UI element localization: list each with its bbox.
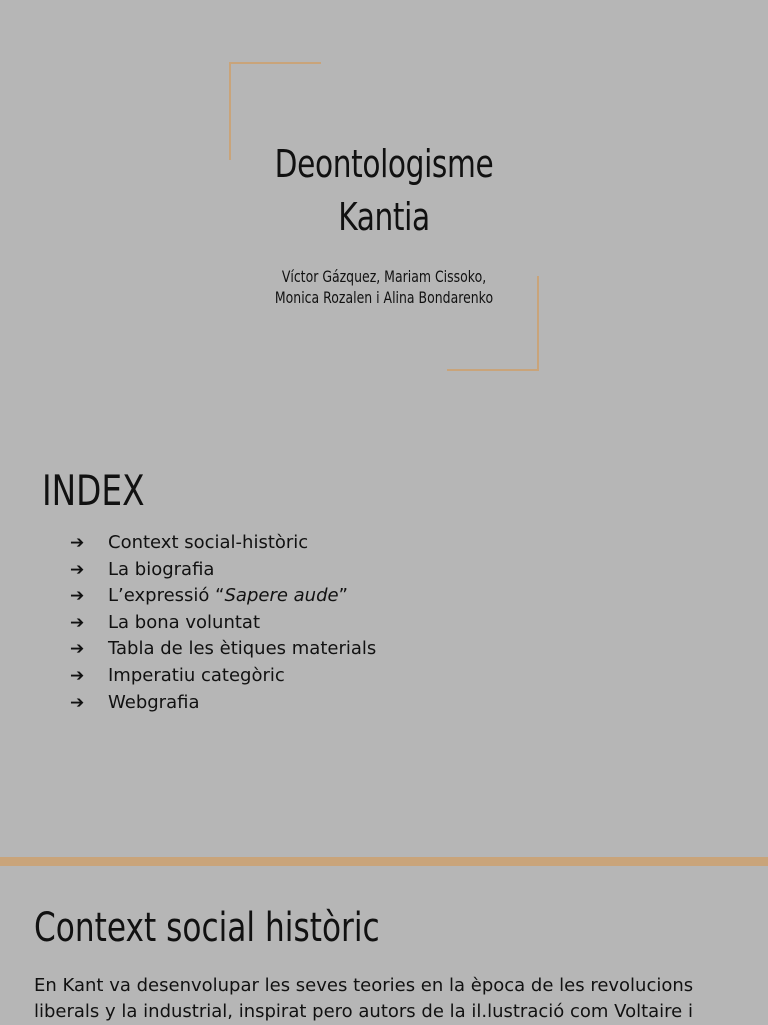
index-item[interactable] (70, 690, 376, 717)
right-arrow-icon: ➔ (70, 586, 85, 607)
index-item-label: Imperatiu categòric (108, 664, 285, 686)
title-line-2: Kantia (338, 195, 430, 239)
index-item[interactable] (70, 530, 376, 557)
context-body (34, 973, 734, 1025)
right-arrow-icon: ➔ (70, 559, 85, 580)
index-item[interactable] (70, 663, 376, 690)
index-list (70, 530, 376, 716)
right-arrow-icon: ➔ (70, 692, 85, 713)
index-item[interactable] (70, 583, 376, 610)
context-heading: Context social històric (34, 905, 380, 951)
title-slide (0, 0, 768, 430)
title-line-1: Deontologisme (274, 142, 494, 186)
index-item-label: Tabla de les ètiques materials (108, 638, 377, 660)
index-item-label-emphasis: Sapere aude (224, 585, 339, 607)
right-arrow-icon: ➔ (70, 533, 85, 553)
index-item-label-post: ” (338, 585, 348, 607)
index-item-label-pre: L’expressió “ (108, 585, 225, 607)
index-item[interactable] (70, 636, 376, 663)
index-item-label: La bona voluntat (108, 611, 261, 633)
right-arrow-icon: ➔ (70, 665, 85, 686)
authors (267, 266, 501, 308)
context-body-line-2: liberals y la industrial, inspirat pero autors de la il.lustració com Voltaire i (34, 1001, 693, 1022)
slide-divider (0, 857, 768, 866)
index-slide (0, 430, 768, 857)
context-body-line-1: En Kant va desenvolupar les seves teories en la època de les revolucions (34, 975, 694, 996)
context-slide (0, 866, 768, 1024)
index-item-label: Context social-històric (108, 532, 309, 553)
index-item[interactable] (70, 557, 376, 584)
right-arrow-icon: ➔ (70, 639, 85, 660)
index-item-label: Webgrafia (108, 691, 200, 713)
index-item-label: La biografia (108, 558, 215, 580)
index-item[interactable] (70, 610, 376, 637)
index-item-label (108, 583, 348, 610)
authors-line-2: Monica Rozalen i Alina Bondarenko (274, 288, 494, 307)
index-heading: INDEX (42, 466, 145, 515)
authors-line-1: Víctor Gázquez, Mariam Cissoko, (281, 267, 487, 286)
presentation-title (267, 138, 501, 244)
right-arrow-icon: ➔ (70, 612, 85, 633)
